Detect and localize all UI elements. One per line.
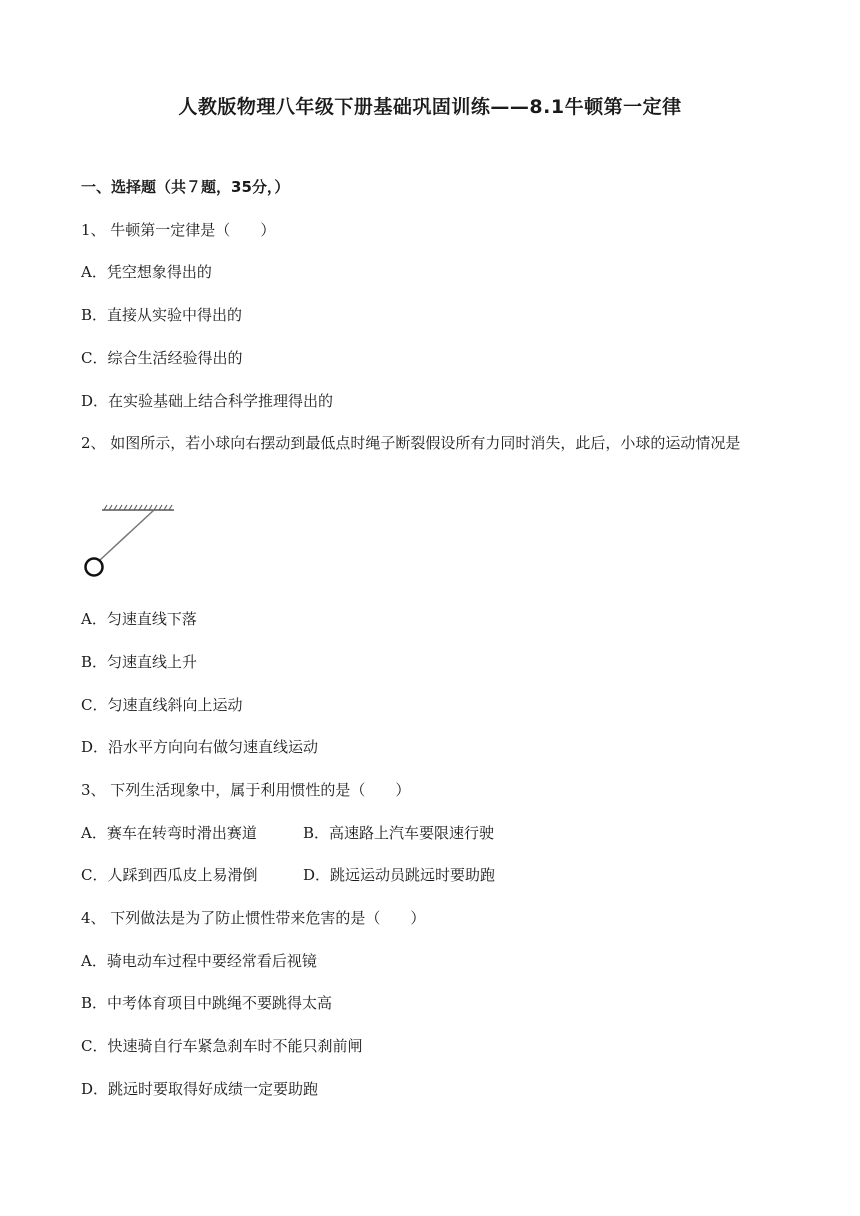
question-3-options-row-2 [81,864,495,885]
question-3-option-c: C．人踩到西瓜皮上易滑倒 [81,866,258,884]
question-1-option-d: D．在实验基础上结合科学推理得出的 [81,392,334,410]
question-3-options-row-1 [81,822,494,843]
pendulum-figure [80,500,180,584]
question-1-option-c: C．综合生活经验得出的 [81,349,243,367]
question-1-option-a: A．凭空想象得出的 [81,263,212,281]
section-heading: 一、选择题（共７题，35分，） [81,178,290,196]
question-3-option-a: A．赛车在转弯时滑出赛道 [81,824,257,842]
question-2-stem: 2、 如图所示，若小球向右摆动到最低点时绳子断裂假设所有力同时消失，此后，小球的运动情况是 [81,434,741,452]
question-2-option-c: C．匀速直线斜向上运动 [81,696,243,714]
question-2-option-a: A．匀速直线下落 [81,610,197,628]
question-3-stem: 3、 下列生活现象中，属于利用惯性的是（ ） [81,781,411,799]
pendulum-diagram [80,500,180,584]
question-4-option-a: A．骑电动车过程中要经常看后视镜 [81,952,317,970]
question-2-option-d: D．沿水平方向向右做匀速直线运动 [81,738,319,756]
question-4-option-c: C．快速骑自行车紧急刹车时不能只刹前闸 [81,1037,363,1055]
question-3-option-b: B．高速路上汽车要限速行驶 [303,824,495,842]
question-4-option-d: D．跳远时要取得好成绩一定要助跑 [81,1080,319,1098]
question-4-stem: 4、 下列做法是为了防止惯性带来危害的是（ ） [81,909,426,927]
question-4-option-b: B．中考体育项目中跳绳不要跳得太高 [81,994,333,1012]
question-1-option-b: B．直接从实验中得出的 [81,306,243,324]
question-1-stem: 1、 牛顿第一定律是（ ） [81,221,276,239]
question-3-option-d: D．跳远运动员跳远时要助跑 [303,866,496,884]
question-2-option-b: B．匀速直线上升 [81,653,198,671]
document-title: 人教版物理八年级下册基础巩固训练——8.1牛顿第一定律 [178,96,682,118]
